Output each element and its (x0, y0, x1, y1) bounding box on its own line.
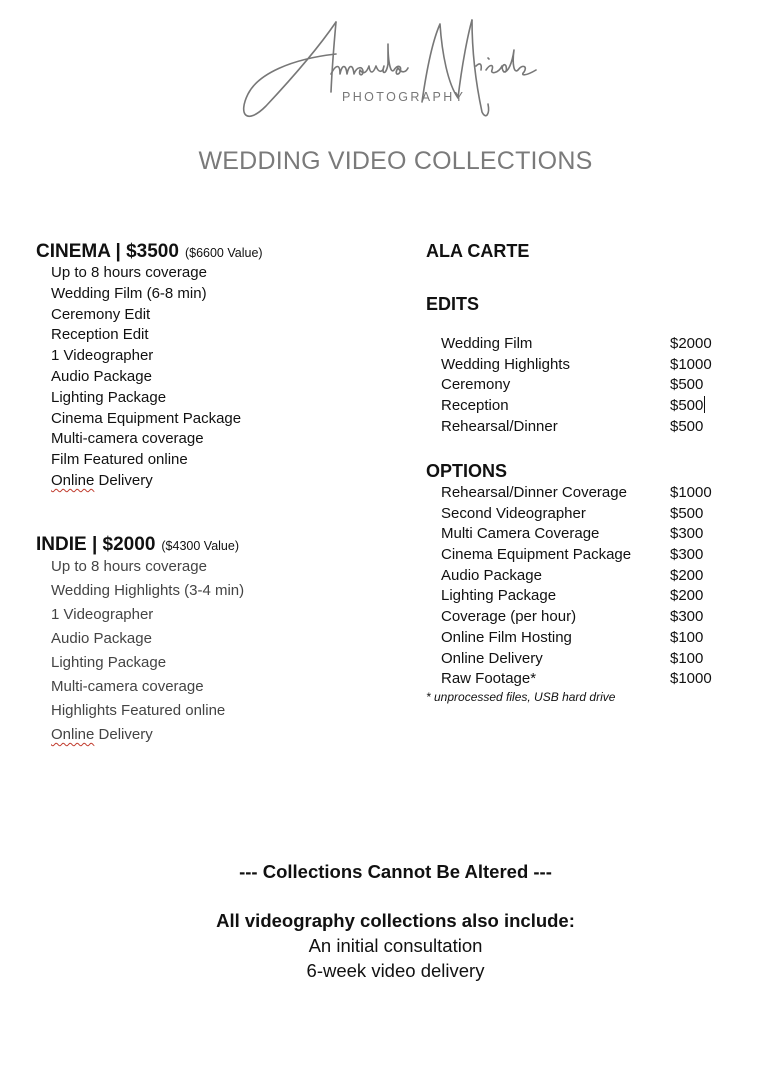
price-item: Cinema Equipment Package (441, 546, 632, 564)
price-item: Online Film Hosting (441, 628, 572, 646)
include-line: 6-week video delivery (306, 960, 485, 981)
price-row (426, 375, 756, 396)
price-item: Rehearsal/Dinner Coverage (441, 484, 627, 501)
price-row (426, 628, 756, 649)
edits-heading: EDITS (426, 294, 480, 314)
list-item: Multi-camera coverage (51, 430, 204, 448)
price-value: $100 (670, 628, 704, 646)
price-row (426, 504, 756, 525)
list-item: Ceremony Edit (51, 305, 151, 323)
collections-notice: --- Collections Cannot Be Altered --- (239, 861, 552, 882)
list-item: Cinema Equipment Package (51, 409, 242, 427)
price-item: Lighting Package (441, 587, 557, 605)
price-value: $200 (670, 566, 704, 584)
indie-name: INDIE | $2000 (36, 534, 156, 555)
list-item: 1 Videographer (51, 347, 154, 365)
includes-heading: All videography collections also include: (216, 910, 575, 931)
price-row (426, 417, 756, 438)
signature-logo-graphic (236, 14, 546, 126)
price-row (426, 355, 756, 376)
list-item: Lighting Package (51, 654, 167, 671)
price-row (426, 545, 756, 566)
price-row (426, 649, 756, 670)
list-item: Film Featured online (51, 451, 188, 469)
cinema-value-note: ($6600 Value) (184, 246, 263, 260)
price-value: $1000 (670, 670, 712, 688)
brand-logo (236, 14, 546, 126)
list-item: 1 Videographer (51, 606, 154, 623)
logo-subtitle: PHOTOGRAPHY (342, 90, 466, 104)
price-item: Second Videographer (441, 504, 586, 522)
options-price-list (426, 483, 756, 690)
price-item: Wedding Film (441, 335, 533, 352)
price-value: $500 (670, 376, 704, 394)
price-value: $200 (670, 587, 704, 605)
page-title: WEDDING VIDEO COLLECTIONS (198, 147, 593, 175)
price-row (426, 607, 756, 628)
price-value: $100 (670, 649, 704, 667)
list-item: Wedding Film (6-8 min) (51, 284, 207, 302)
list-item: Multi-camera coverage (51, 678, 204, 695)
list-item: Lighting Package (51, 388, 167, 406)
price-item: Coverage (per hour) (441, 608, 577, 626)
price-value-with-caret (670, 396, 705, 417)
price-value: $1000 (670, 355, 712, 373)
price-value: $500 (670, 504, 704, 522)
text-cursor (704, 396, 705, 413)
ala-carte-heading: ALA CARTE (426, 241, 530, 261)
cinema-name: CINEMA | $3500 (36, 241, 179, 262)
list-item: Up to 8 hours coverage (51, 558, 207, 575)
indie-heading (36, 534, 239, 556)
price-row (426, 334, 756, 355)
price-value: $300 (670, 525, 704, 543)
indie-items-list (51, 555, 244, 747)
list-item: Reception Edit (51, 326, 149, 344)
edits-price-list (426, 334, 756, 437)
price-item: Wedding Highlights (441, 355, 570, 373)
price-row (426, 483, 756, 504)
price-value: $300 (670, 608, 704, 626)
indie-value-note: ($4300 Value) (161, 539, 239, 553)
list-item: Audio Package (51, 630, 152, 647)
list-item: Up to 8 hours coverage (51, 264, 207, 281)
price-row (426, 669, 756, 690)
price-item: Reception (441, 397, 509, 415)
delivery-word: Delivery (94, 726, 153, 743)
price-value: $1000 (670, 484, 712, 501)
spellcheck-word: Online (51, 471, 95, 489)
price-value: $300 (670, 546, 704, 564)
price-row (426, 586, 756, 607)
list-item: Highlights Featured online (51, 702, 226, 719)
price-item: Audio Package (441, 566, 542, 584)
price-item: Raw Footage* (441, 670, 537, 688)
cinema-items-list (51, 263, 241, 492)
include-line: An initial consultation (308, 935, 483, 956)
list-item-online-delivery (51, 723, 244, 747)
price-row (426, 566, 756, 587)
price-row (426, 396, 756, 417)
price-item: Rehearsal/Dinner (441, 417, 558, 435)
price-item: Online Delivery (441, 649, 543, 667)
delivery-word: Delivery (94, 471, 153, 489)
list-item: Audio Package (51, 367, 152, 385)
price-value: $500 (670, 417, 704, 435)
spellcheck-word: Online (51, 726, 95, 743)
price-value: $2000 (670, 335, 712, 352)
list-item: Wedding Highlights (3-4 min) (51, 582, 245, 599)
cinema-heading (36, 241, 263, 263)
price-value: $500 (670, 397, 704, 415)
price-item: Multi Camera Coverage (441, 525, 600, 543)
price-row (426, 524, 756, 545)
options-heading: OPTIONS (426, 461, 508, 481)
footnote: * unprocessed files, USB hard drive (426, 690, 616, 704)
list-item-online-delivery (51, 471, 241, 492)
price-item: Ceremony (441, 376, 511, 394)
